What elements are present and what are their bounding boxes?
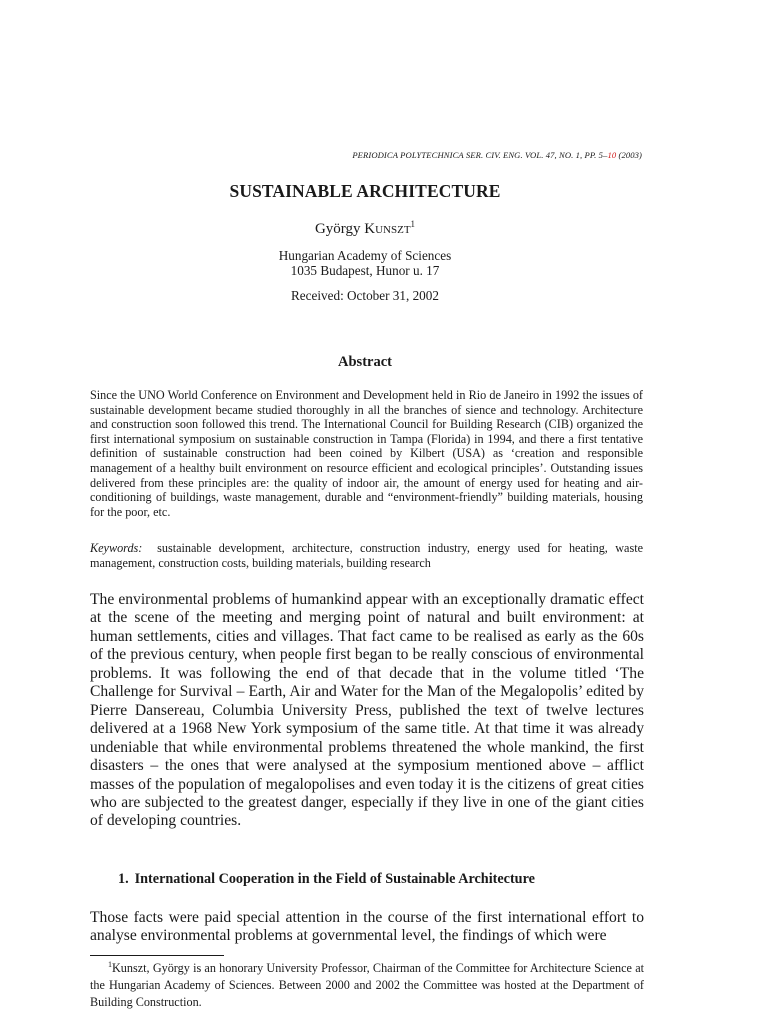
footnote (90, 960, 644, 1012)
affiliation-line-2: 1035 Budapest, Hunor u. 17 (290, 263, 440, 278)
running-head-suffix: (2003) (616, 150, 642, 160)
received-date: Received: October 31, 2002 (291, 288, 439, 303)
keywords (90, 541, 643, 570)
section-paragraph: Those facts were paid special attention in the course of the first international effort to analyse environmental problems at governmental level, the findings of which were (90, 909, 644, 945)
section-title: International Cooperation in the Field of Sustainable Architecture (134, 871, 535, 887)
keywords-label: Keywords: (90, 541, 143, 555)
footnote-text: Kunszt, György is an honorary University Professor, Chairman of the Committee for Architecture Science at the Hungarian Academy of Sciences. Between 2000 and 2002 the Committee was hosted at the Department of Building Construction. (90, 961, 644, 1010)
footnote-rule (90, 955, 224, 956)
affiliation (0, 248, 730, 278)
author-line (0, 221, 730, 238)
affiliation-line-1: Hungarian Academy of Sciences (278, 248, 452, 263)
paper-title: SUSTAINABLE ARCHITECTURE (229, 181, 501, 201)
abstract-text: Since the UNO World Conference on Environment and Development held in Rio de Janeiro in 1992 the issues of sustainable development became studied thoroughly in all the branches of sience and technology. Architecture and construction soon followed this trend. The International Council for Building Research (CIB) organized the first international symposium on sustainable construction in Tampa (Florida) in 1994, and there a first tentative definition of sustainable construction had been coined by Kilbert (USA) as ‘creation and responsible management of a healthy built environment on resource efficient and ecological principles’. Outstanding issues delivered from these principles are: the quality of indoor air, the amount of energy used for heating and air-conditioning of buildings, waste management, durable and “environment-friendly” building materials, housing for the poor, etc. (90, 388, 643, 519)
author-footnote-mark[interactable]: 1 (410, 219, 416, 229)
keywords-text: sustainable development, architecture, construction industry, energy used for heating, waste management, construction costs, building materials, building research (90, 541, 643, 570)
author-given-name: György (314, 221, 361, 237)
section-heading (118, 871, 678, 888)
author-family-name: Kunszt (364, 221, 411, 237)
body-paragraph-1: The environmental problems of humankind appear with an exceptionally dramatic effect at the scene of the meeting and merging point of natural and built environment: at human settlements, cities and villages. That fact came to be realised as early as the 60s of the previous century, when people first began to be really conscious of environmental problems. It was following the end of that decade that in the volume titled ‘The Challenge for Survival – Earth, Air and Water for the Man of the Megalopolis’ edited by Pierre Dansereau, Columbia University Press, published the text of twelve lectures delivered at a 1968 New York symposium of the same title. At that time it was already undeniable that while environmental problems threatened the whole mankind, the first disasters – the ones that were analysed at the symposium mentioned above – afflict masses of the population of megalopolises and even today it is the citizens of great cities who are subjected to the greatest danger, especially if they live in one of the giant cities of developing countries. (90, 591, 644, 830)
abstract-heading: Abstract (338, 354, 392, 370)
footnote-mark: 1 (108, 960, 112, 969)
section-number: 1. (118, 871, 129, 887)
running-head-page-end[interactable]: 10 (607, 150, 617, 160)
running-head-prefix: PERIODICA POLYTECHNICA SER. CIV. ENG. VOL. 47, NO. 1, PP. 5– (352, 150, 608, 160)
running-head (0, 150, 642, 160)
